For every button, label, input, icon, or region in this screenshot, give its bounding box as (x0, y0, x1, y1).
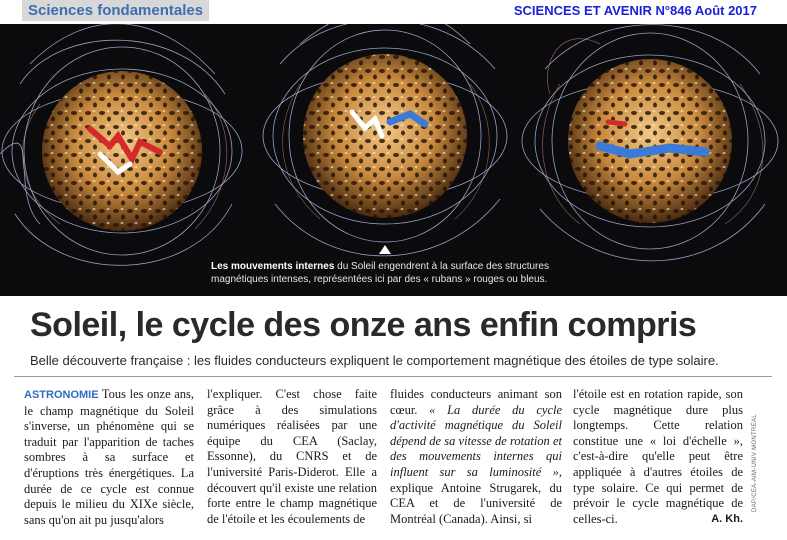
caption-pointer-icon (379, 245, 391, 254)
sun-sphere-left (0, 24, 242, 265)
column-3-quote: « La durée du cycle d'activité magnétique du Soleil dépend de sa vitesse de rotation et des mouvements internes qui influent sur sa luminosité » (390, 402, 562, 479)
column-3-text-b: , explique Antoine Strugarek, du CEA et de l'université de Montréal (Canada). Ainsi, si (390, 464, 562, 526)
article-column-3 (390, 387, 562, 527)
article-column-4 (573, 387, 743, 527)
column-3-text-a: fluides conducteurs animant son cœur. (390, 387, 562, 417)
magazine-reference: SCIENCES ET AVENIR N°846 Août 2017 (513, 3, 757, 18)
section-label: Sciences fondamentales (22, 0, 209, 21)
photo-credit: DAP/CEA-AIM-UNIV MONTRÉAL (752, 414, 758, 512)
article-headline: Soleil, le cycle des onze ans enfin compris (30, 306, 697, 344)
article-kicker: ASTRONOMIE (24, 389, 99, 401)
sun-simulation-photo (0, 24, 787, 296)
column-4-text: l'étoile est en rotation rapide, son cycle magnétique dure plus longtemps. Cette relation constitue une « loi d'échelle », c'est-à-dire qu'elle peut être appliquée à d'autres étoiles de type solaire. Ce qui permet de prévoir le cycle magnétique de celles-ci. (573, 387, 743, 526)
caption-bold-lead: Les mouvements internes (211, 261, 335, 272)
sun-sphere-center (263, 24, 507, 256)
sun-simulation-illustration (0, 24, 787, 296)
top-bar (0, 0, 787, 24)
article-dek: Belle découverte française : les fluides conducteurs expliquent le comportement magnétique des étoiles de type solaire. (30, 353, 719, 368)
article-column-1 (24, 387, 194, 528)
author-signature: A. Kh. (711, 512, 743, 525)
column-1-text: Tous les onze ans, le champ magnétique du Soleil s'inverse, un phénomène qui se traduit par l'apparition de taches sombres à sa surface et d'éruptions très énergétiques. La durée de ce cycle est connue depuis le milieu du XIXe siècle, sans qu'on ait pu jusqu'alors (24, 387, 194, 527)
sun-sphere-right (522, 25, 778, 261)
article-column-2 (207, 387, 377, 527)
photo-caption (205, 257, 563, 291)
column-2-text: l'expliquer. C'est chose faite grâce à des simulations numériques réalisées par une équipe du CEA (Saclay, Essonne), du CNRS et de l'université Paris-Diderot. Elle a découvert qu'il existe une relation forte entre le champ magnétique de l'étoile et les écoulements de (207, 387, 377, 526)
dek-divider (14, 376, 772, 377)
caption-text: du Soleil engendrent à la surface des structures magnétiques intenses, représentées ici par des « rubans » rouges ou bleus. (211, 261, 549, 285)
